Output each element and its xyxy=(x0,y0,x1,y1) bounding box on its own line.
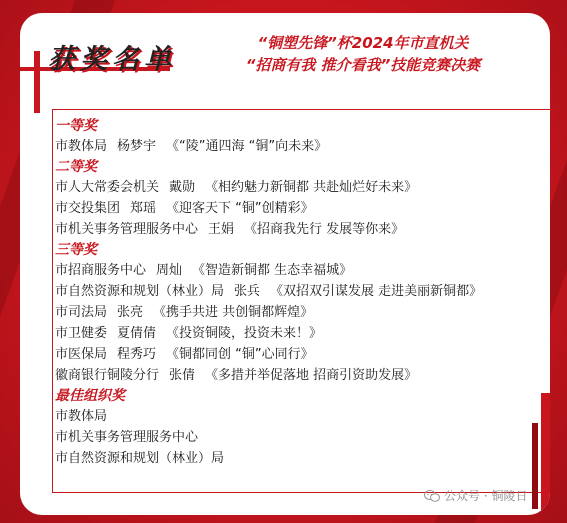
award-entry xyxy=(55,219,535,240)
entry-unit: 徽商银行铜陵分行 xyxy=(55,368,160,383)
entry-unit: 市教体局 xyxy=(55,409,108,424)
entry-work: 《相约魅力新铜都 共赴灿烂好未来》 xyxy=(205,180,418,195)
award-entry xyxy=(55,406,535,427)
award-entry xyxy=(55,448,535,469)
entry-unit: 市自然资源和规划（林业）局 xyxy=(55,451,225,466)
entry-unit: 市卫健委 xyxy=(55,326,108,341)
entry-work: 《双招双引谋发展 走进美丽新铜都》 xyxy=(270,284,483,299)
section-title: 一等奖 xyxy=(55,118,97,134)
watermark-text: 公众号 · 铜陵日 xyxy=(444,489,528,503)
award-entry xyxy=(55,198,535,219)
entry-person: 张兵 xyxy=(234,284,261,299)
entry-unit: 市自然资源和规划（林业）局 xyxy=(55,284,225,299)
entry-person: 周灿 xyxy=(156,263,183,278)
award-entry xyxy=(55,344,535,365)
award-entry xyxy=(55,177,535,198)
wechat-icon xyxy=(424,490,440,502)
entry-person: 程秀巧 xyxy=(117,347,157,362)
entry-work: 《迎客天下 “铜”创精彩》 xyxy=(166,201,314,216)
entry-unit: 市司法局 xyxy=(55,305,108,320)
subtitle-line-2: “招商有我 推介看我”技能竞赛决赛 xyxy=(245,56,481,74)
entry-unit: 市机关事务管理服务中心 xyxy=(55,222,199,237)
title-accent-bar xyxy=(34,51,40,113)
section-title: 三等奖 xyxy=(55,242,97,258)
award-entry xyxy=(55,365,535,386)
award-lists xyxy=(55,116,535,469)
award-entry xyxy=(55,260,535,281)
entry-work: 《招商我先行 发展等你来》 xyxy=(244,222,405,237)
entry-unit: 市医保局 xyxy=(55,347,108,362)
entry-unit: 市人大常委会机关 xyxy=(55,180,160,195)
page-title: 获奖名单 xyxy=(48,44,176,75)
entry-work: 《智造新铜都 生态幸福城》 xyxy=(192,263,353,278)
award-entry xyxy=(55,427,535,448)
section-title: 最佳组织奖 xyxy=(55,388,125,404)
subtitle-line-1: “铜塑先锋”杯2024年市直机关 xyxy=(257,34,469,52)
entry-work: 《铜都同创 “铜”心同行》 xyxy=(166,347,314,362)
entry-unit: 市交投集团 xyxy=(55,201,121,216)
entry-person: 郑瑶 xyxy=(130,201,157,216)
entry-unit: 市教体局 xyxy=(55,139,108,154)
award-entry xyxy=(55,302,535,323)
entry-person: 戴勋 xyxy=(169,180,196,195)
entry-work: 《投资铜陵，投资未来！》 xyxy=(166,326,323,341)
award-entry xyxy=(55,281,535,302)
entry-unit: 市招商服务中心 xyxy=(55,263,147,278)
entry-work: 《携手共进 共创铜都辉煌》 xyxy=(153,305,314,320)
watermark xyxy=(424,487,527,504)
entry-person: 张倩 xyxy=(169,368,196,383)
entry-work: 《多措并举促落地 招商引资助发展》 xyxy=(205,368,418,383)
event-subtitle xyxy=(208,32,518,76)
entry-work: 《“陵”通四海 “铜”向未来》 xyxy=(166,139,328,154)
award-entry xyxy=(55,136,535,157)
title-block xyxy=(48,37,176,76)
entry-unit: 市机关事务管理服务中心 xyxy=(55,430,199,445)
entry-person: 张亮 xyxy=(117,305,144,320)
entry-person: 杨梦宇 xyxy=(117,139,157,154)
award-card xyxy=(20,13,550,515)
entry-person: 王娟 xyxy=(208,222,235,237)
entry-person: 夏倩倩 xyxy=(117,326,157,341)
section-title: 二等奖 xyxy=(55,159,97,175)
award-entry xyxy=(55,323,535,344)
decorative-bar xyxy=(541,393,550,511)
